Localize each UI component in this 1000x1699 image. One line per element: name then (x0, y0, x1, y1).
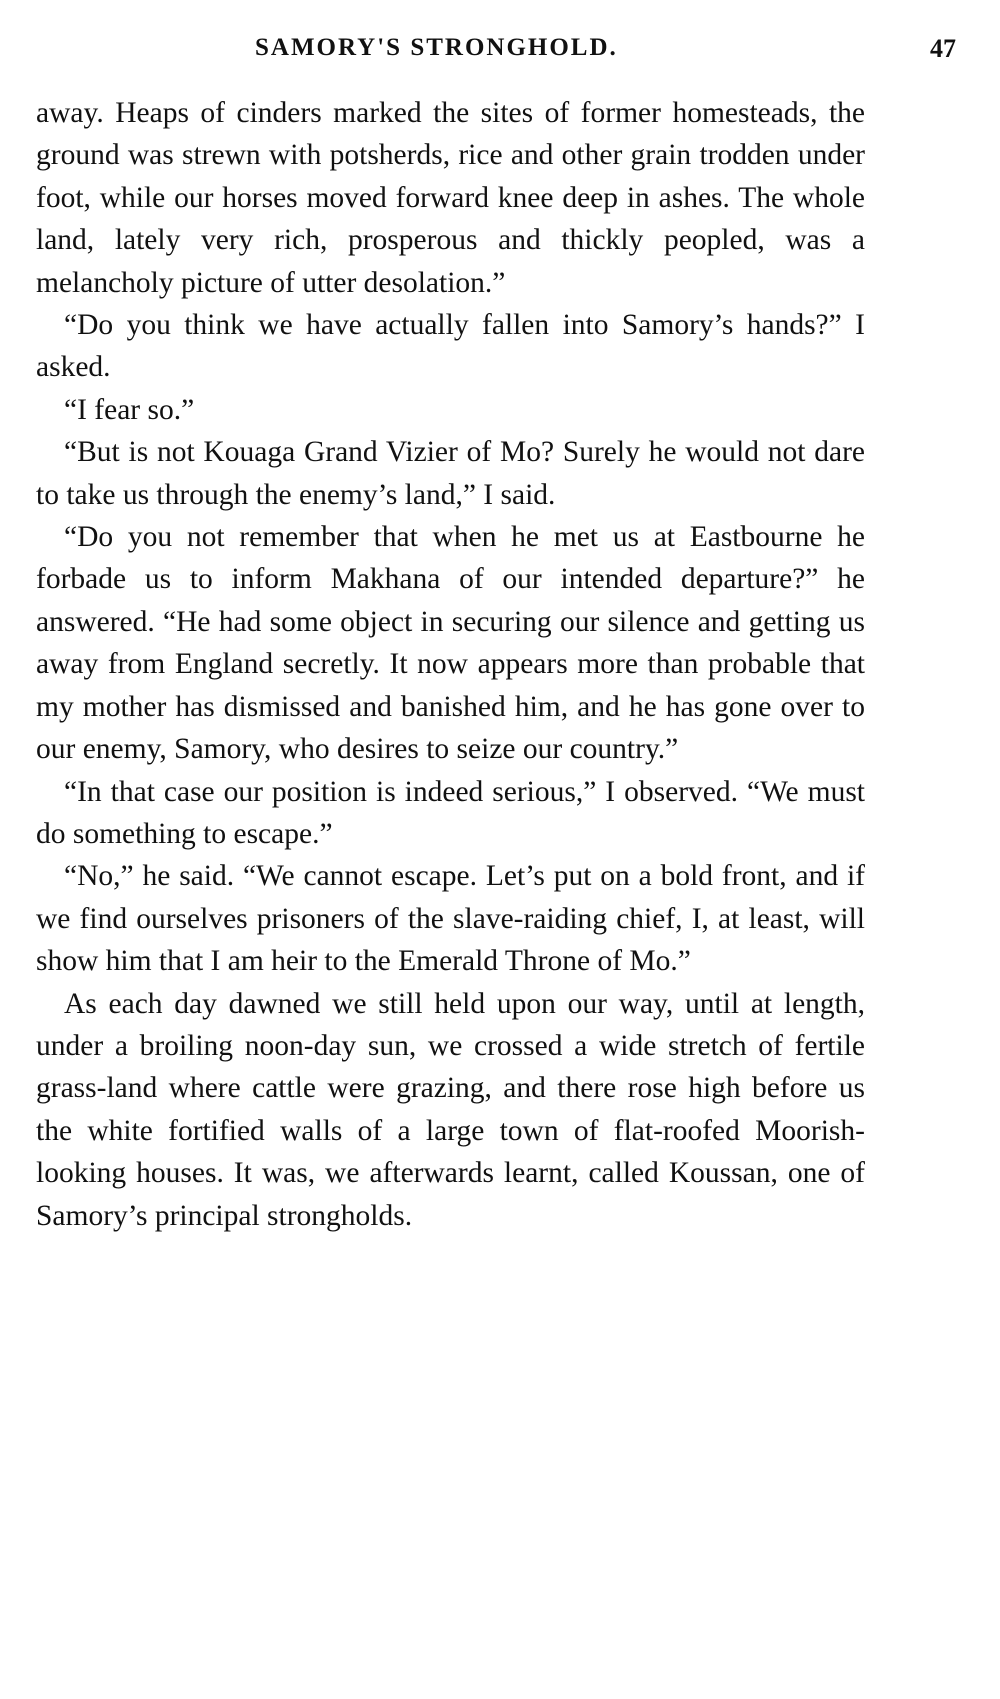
paragraph: “In that case our position is indeed serious,” I observed. “We must do something to escape.” (36, 775, 865, 850)
paragraph: “No,” he said. “We cannot escape. Let’s put on a bold front, and if we find ourselves prisoners of the slave-raiding chief, I, at least, will show him that I am heir to the Emerald Throne of Mo.” (36, 860, 865, 978)
paragraph: “Do you not remember that when he met us at Eastbourne he forbade us to inform Makhana of our intended departure?” he answered. “He had some object in securing our silence and getting us away from England secretly. It now appears more than probable that my mother has dismissed and banished him, and he has gone over to our enemy, Samory, who desires to seize our country.” (36, 521, 865, 766)
paragraph: As each day dawned we still held upon our way, until at length, under a broiling noon-day sun, we crossed a wide stretch of fertile grass-land where cattle were grazing, and there rose high before us the white fortified walls of a large town of flat-roofed Moorish-looking houses. It was, we afterwards learnt, called Koussan, one of Samory’s principal strongholds. (36, 987, 865, 1232)
paragraph-continuation: away. Heaps of cinders marked the sites of former homesteads, the ground was strewn with potsherds, rice and other grain trodden under foot, while our horses moved forward knee deep in ashes. The whole land, lately very rich, prosperous and thickly peopled, was a melancholy picture of utter desolation.” (36, 97, 865, 299)
paragraph: “But is not Kouaga Grand Vizier of Mo? Surely he would not dare to take us through the enemy’s land,” I said. (36, 436, 865, 511)
page-number: 47 (930, 34, 956, 63)
paragraph: “Do you think we have actually fallen into Samory’s hands?” I asked. (36, 309, 865, 384)
body-text (36, 92, 865, 1237)
running-head (0, 34, 1000, 74)
paragraph: “I fear so.” (64, 393, 195, 426)
running-title: SAMORY'S STRONGHOLD. (255, 34, 618, 61)
